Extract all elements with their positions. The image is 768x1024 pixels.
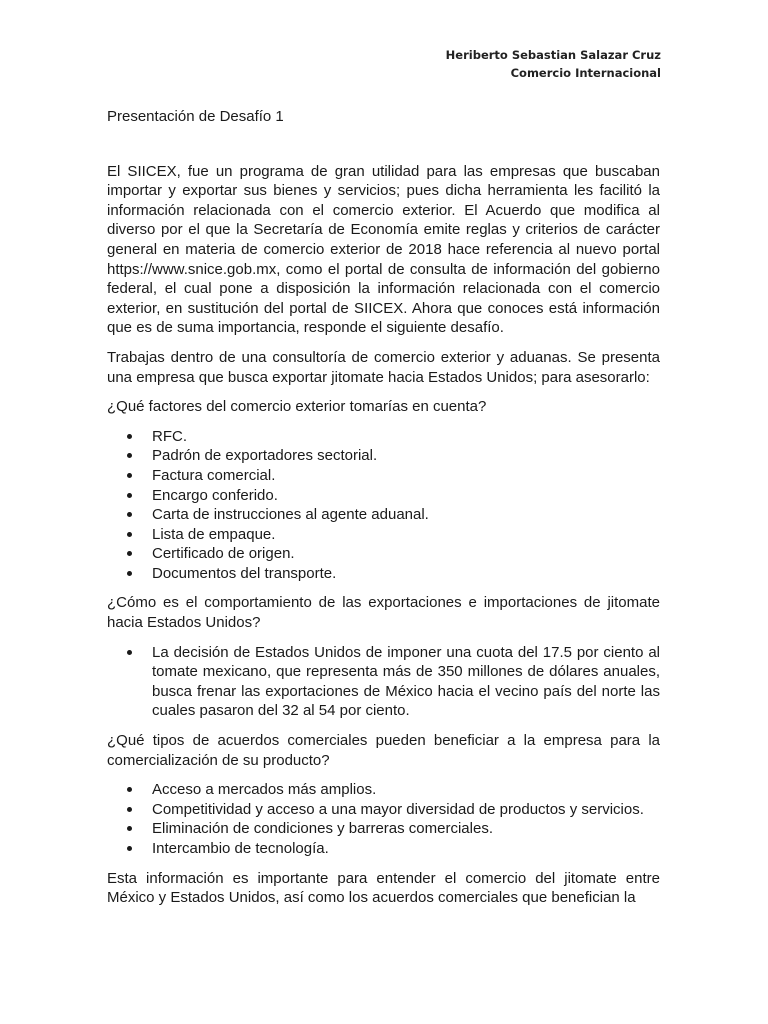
bullet-icon bbox=[127, 532, 132, 537]
bullet-icon bbox=[127, 434, 132, 439]
intro-paragraph: El SIICEX, fue un programa de gran utilidad para las empresas que buscaban importar y exportar sus bienes y servicios; pues dicha herramienta les facilitó la información relacionada con el comercio exterior. El Acuerdo que modifica al diverso por el que la Secretaría de Economía emite reglas y criterios de carácter general en materia de comercio exterior de 2018 hace referencia al nuevo portal https://www.snice.gob.mx, como el portal de consulta de información del gobierno federal, el cual pone a disposición la información relacionada con el comercio exterior, en sustitución del portal de SIICEX. Ahora que conoces está información que es de suma importancia, responde el siguiente desafío. bbox=[107, 162, 660, 337]
bullet-icon bbox=[127, 493, 132, 498]
document-header bbox=[446, 46, 661, 82]
bullet-icon bbox=[127, 807, 132, 812]
document-body bbox=[107, 107, 660, 918]
list-item: Intercambio de tecnología. bbox=[152, 839, 660, 859]
author-name: Heriberto Sebastian Salazar Cruz bbox=[445, 48, 661, 62]
bullet-icon bbox=[127, 787, 132, 792]
bullet-icon bbox=[127, 453, 132, 458]
list-item: La decisión de Estados Unidos de imponer una cuota del 17.5 por ciento al tomate mexicano, que representa más de 350 millones de dólares anuales, busca frenar las exportaciones de México hacia el vecino país del norte las cuales pasaron del 32 al 54 por ciento. bbox=[152, 643, 660, 721]
conclusion-paragraph: Esta información es importante para entender el comercio del jitomate entre México y Estados Unidos, así como los acuerdos comerciales que benefician la bbox=[107, 869, 660, 907]
question-2: ¿Cómo es el comportamiento de las exportaciones e importaciones de jitomate hacia Estados Unidos? bbox=[107, 594, 660, 632]
list-item: RFC. bbox=[152, 427, 660, 447]
question-1: ¿Qué factores del comercio exterior tomarías en cuenta? bbox=[107, 398, 487, 416]
bullet-icon bbox=[127, 571, 132, 576]
list-item: Eliminación de condiciones y barreras comerciales. bbox=[152, 819, 660, 839]
list-item: Carta de instrucciones al agente aduanal. bbox=[152, 505, 660, 525]
bullet-icon bbox=[127, 650, 132, 655]
agreements-list bbox=[107, 780, 660, 858]
list-item: Certificado de origen. bbox=[152, 544, 660, 564]
list-item: Factura comercial. bbox=[152, 466, 660, 486]
context-paragraph: Trabajas dentro de una consultoría de comercio exterior y aduanas. Se presenta una empresa que busca exportar jitomate hacia Estados Unidos; para asesorarlo: bbox=[107, 348, 660, 386]
question-3: ¿Qué tipos de acuerdos comerciales pueden beneficiar a la empresa para la comercialización de su producto? bbox=[107, 732, 660, 769]
bullet-icon bbox=[127, 551, 132, 556]
list-item: Lista de empaque. bbox=[152, 525, 660, 545]
bullet-icon bbox=[127, 473, 132, 478]
list-item: Documentos del transporte. bbox=[152, 564, 660, 584]
bullet-icon bbox=[127, 826, 132, 831]
factors-list bbox=[107, 427, 660, 584]
document-title: Presentación de Desafío 1 bbox=[107, 108, 284, 125]
course-name: Comercio Internacional bbox=[510, 66, 661, 80]
list-item: Padrón de exportadores sectorial. bbox=[152, 446, 660, 466]
bullet-icon bbox=[127, 512, 132, 517]
bullet-icon bbox=[127, 846, 132, 851]
list-item: Competitividad y acceso a una mayor diversidad de productos y servicios. bbox=[152, 800, 660, 820]
behavior-list bbox=[107, 643, 660, 721]
list-item: Encargo conferido. bbox=[152, 486, 660, 506]
list-item: Acceso a mercados más amplios. bbox=[152, 780, 660, 800]
